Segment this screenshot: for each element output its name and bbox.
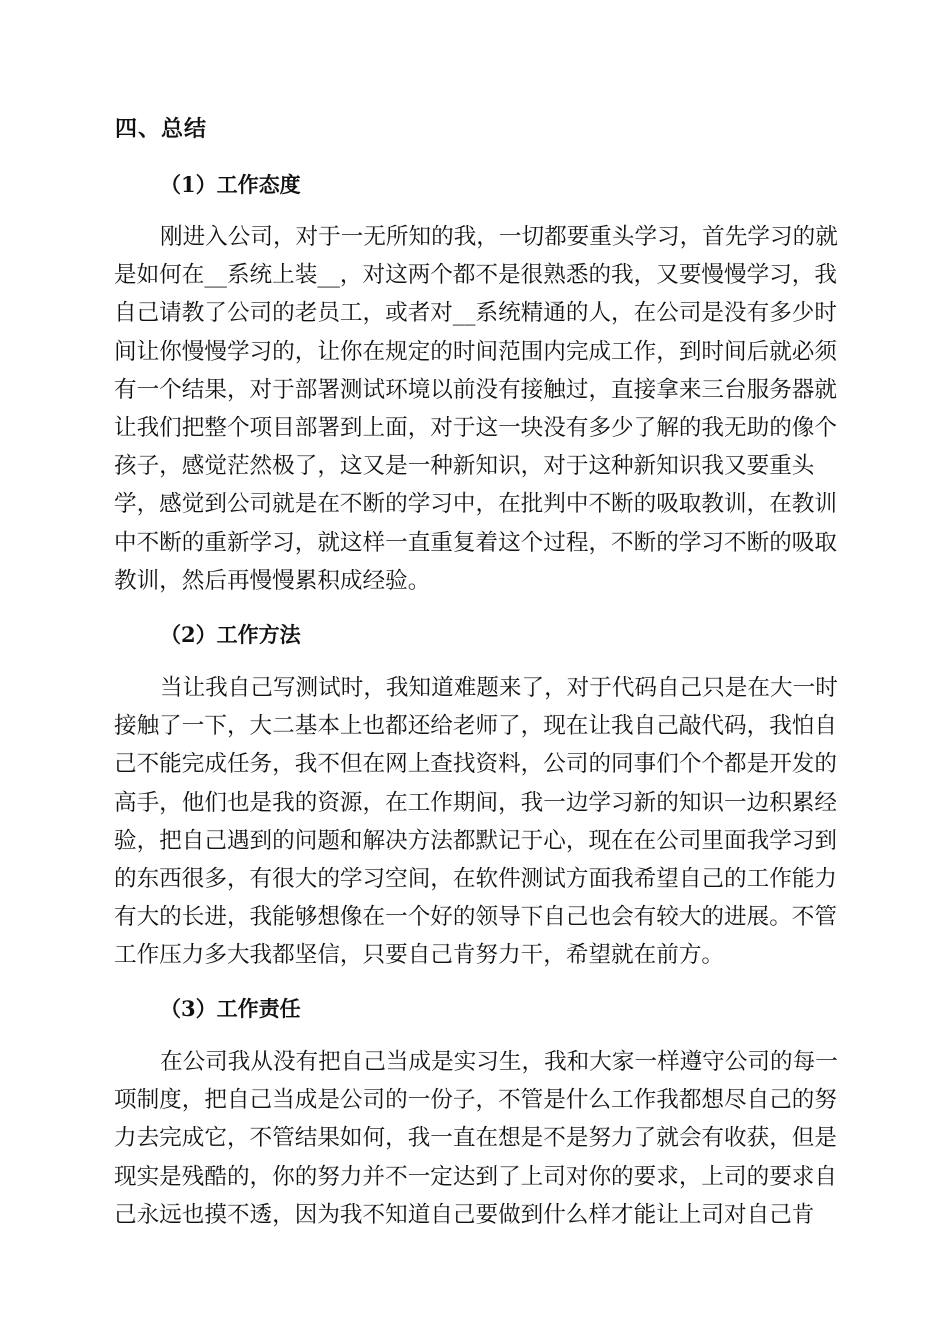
paragraph-line: 间让你慢慢学习的，让你在规定的时间范围内完成工作，到时间后就必须 [114,338,837,365]
subheading-work-attitude: （1）工作态度 [160,172,301,197]
paragraph-work-attitude [114,218,838,600]
paragraph-line: 孩子，感觉茫然极了，这又是一种新知识，对于这种新知识我又要重头 [114,453,815,480]
paragraph-work-method [114,669,838,975]
paragraph-line: 教训，然后再慢慢累积成经验。 [114,567,431,594]
paragraph-line: 验，把自己遇到的问题和解决方法都默记于心，现在在公司里面我学习到 [114,827,837,854]
paragraph-line: 刚进入公司，对于一无所知的我，一切都要重头学习，首先学习的就 [160,224,838,250]
paragraph-work-responsibility [114,1043,838,1234]
paragraph-line: 高手，他们也是我的资源，在工作期间，我一边学习新的知识一边积累经 [114,789,837,816]
paragraph-line: 工作压力多大我都坚信，只要自己肯努力干，希望就在前方。 [114,942,725,969]
paragraph-line: 己永远也摸不透，因为我不知道自己要做到什么样才能让上司对自己肯 [114,1201,815,1228]
paragraph-line: 现实是残酷的，你的努力并不一定达到了上司对你的要求，上司的要求自 [114,1163,837,1190]
subheading-work-responsibility: （3）工作责任 [160,996,301,1021]
paragraph-line: 当让我自己写测试时，我知道难题来了，对于代码自己只是在大一时 [160,675,838,701]
paragraph-line: 有一个结果，对于部署测试环境以前没有接触过，直接拿来三台服务器就 [114,376,837,403]
paragraph-line: 让我们把整个项目部署到上面，对于这一块没有多少了解的我无助的像个 [114,414,837,441]
subheading-work-method: （2）工作方法 [160,622,301,647]
paragraph-line: 学，感觉到公司就是在不断的学习中，在批判中不断的吸取教训，在教训 [114,491,837,518]
paragraph-line: 己不能完成任务，我不但在网上查找资料，公司的同事们个个都是开发的 [114,751,837,778]
paragraph-line: 力去完成它，不管结果如何，我一直在想是不是努力了就会有收获，但是 [114,1125,837,1152]
section-title: 四、总结 [115,116,208,142]
paragraph-line: 在公司我从没有把自己当成是实习生，我和大家一样遵守公司的每一 [160,1049,838,1075]
paragraph-line: 项制度，把自己当成是公司的一份子，不管是什么工作我都想尽自己的努 [114,1087,837,1114]
paragraph-line: 有大的长进，我能够想像在一个好的领导下自己也会有较大的进展。不管 [114,904,837,931]
paragraph-line: 接触了一下，大二基本上也都还给老师了，现在让我自己敲代码，我怕自 [114,713,837,740]
paragraph-line: 自己请教了公司的老员工，或者对__系统精通的人，在公司是没有多少时 [114,300,837,327]
paragraph-line: 的东西很多，有很大的学习空间，在软件测试方面我希望自己的工作能力 [114,865,837,892]
paragraph-line: 是如何在__系统上装__，对这两个都不是很熟悉的我，又要慢慢学习，我 [114,262,837,289]
paragraph-line: 中不断的重新学习，就这样一直重复着这个过程，不断的学习不断的吸取 [114,529,837,556]
